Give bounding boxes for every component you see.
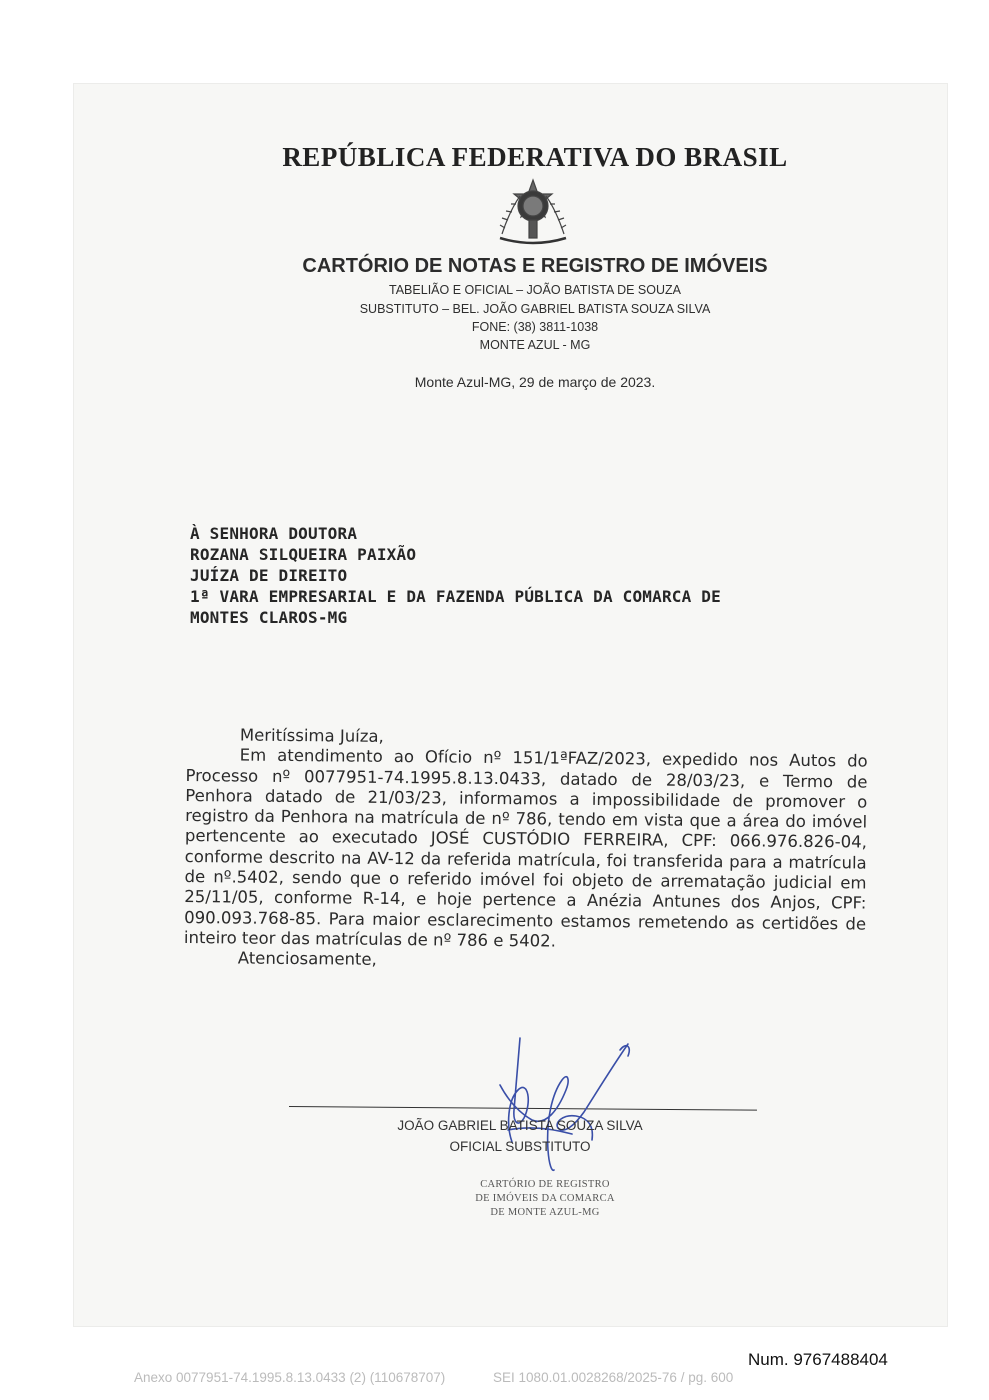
- republic-heading: REPÚBLICA FEDERATIVA DO BRASIL: [282, 142, 788, 172]
- sei-reference: SEI 1080.01.0028268/2025-76 / pg. 600: [493, 1370, 734, 1385]
- addressee-line: ROZANA SILQUEIRA PAIXÃO: [190, 545, 417, 564]
- addressee-line: À SENHORA DOUTORA: [190, 524, 358, 543]
- office-title: CARTÓRIO DE NOTAS E REGISTRO DE IMÓVEIS: [302, 255, 768, 277]
- page-footer: [134, 1370, 733, 1385]
- addressee-line: JUÍZA DE DIREITO: [190, 566, 348, 585]
- salutation: Meritíssima Juíza,: [239, 725, 384, 746]
- document-number: Num. 9767488404: [748, 1350, 888, 1369]
- signer-role: OFICIAL SUBSTITUTO: [449, 1139, 591, 1154]
- office-stamp: [440, 1178, 650, 1220]
- addressee-line: 1ª VARA EMPRESARIAL E DA FAZENDA PÚBLICA DA COMARCA DE: [190, 587, 721, 606]
- closing: Atenciosamente,: [237, 948, 377, 970]
- letter-body: [184, 725, 868, 975]
- stamp-line: DE IMÓVEIS DA COMARCA: [475, 1193, 615, 1204]
- tabeliao-line: TABELIÃO E OFICIAL – JOÃO BATISTA DE SOUZA: [389, 283, 681, 297]
- phone-line: FONE: (38) 3811-1038: [471, 320, 599, 334]
- letter-date: Monte Azul-MG, 29 de março de 2023.: [414, 374, 656, 390]
- substituto-line: SUBSTITUTO – BEL. JOÃO GABRIEL BATISTA SOUZA SILVA: [359, 302, 711, 316]
- body-paragraph: Em atendimento ao Ofício nº 151/1ªFAZ/2023, expedido nos Autos do Processo nº 0077951-74.1995.8.13.0433, datado de 28/03/23, e Termo de Penhora datado de 21/03/23, informamos a impossibilidade de promover o registro da Penhora na matrícula de nº 786, tendo em vista que a área do imóvel pertencente ao executado JOSÉ CUSTÓDIO FERREIRA, CPF: 066.976.826-04, conforme descrito na AV-12 da referida matrícula, foi transferida para a matrícula de nº.5402, sendo que o referido imóvel foi objeto de arrematação judicial em 25/11/05, conforme R-14, e hoje pertence a Anézia Antunes dos Anjos, CPF: 090.093.768-85. Para maior esclarecimento estamos remetendo as certidões de inteiro teor das matrículas de nº 786 e 5402.: [183, 745, 868, 951]
- signer-name: JOÃO GABRIEL BATISTA SOUZA SILVA: [397, 1118, 643, 1133]
- addressee-line: MONTES CLAROS-MG: [190, 608, 348, 627]
- stamp-line: DE MONTE AZUL-MG: [490, 1207, 600, 1218]
- coat-of-arms-icon: [490, 176, 576, 248]
- city-line: MONTE AZUL - MG: [479, 338, 591, 352]
- stamp-line: CARTÓRIO DE REGISTRO: [480, 1179, 610, 1190]
- annex-reference: Anexo 0077951-74.1995.8.13.0433 (2) (110678707): [134, 1370, 446, 1385]
